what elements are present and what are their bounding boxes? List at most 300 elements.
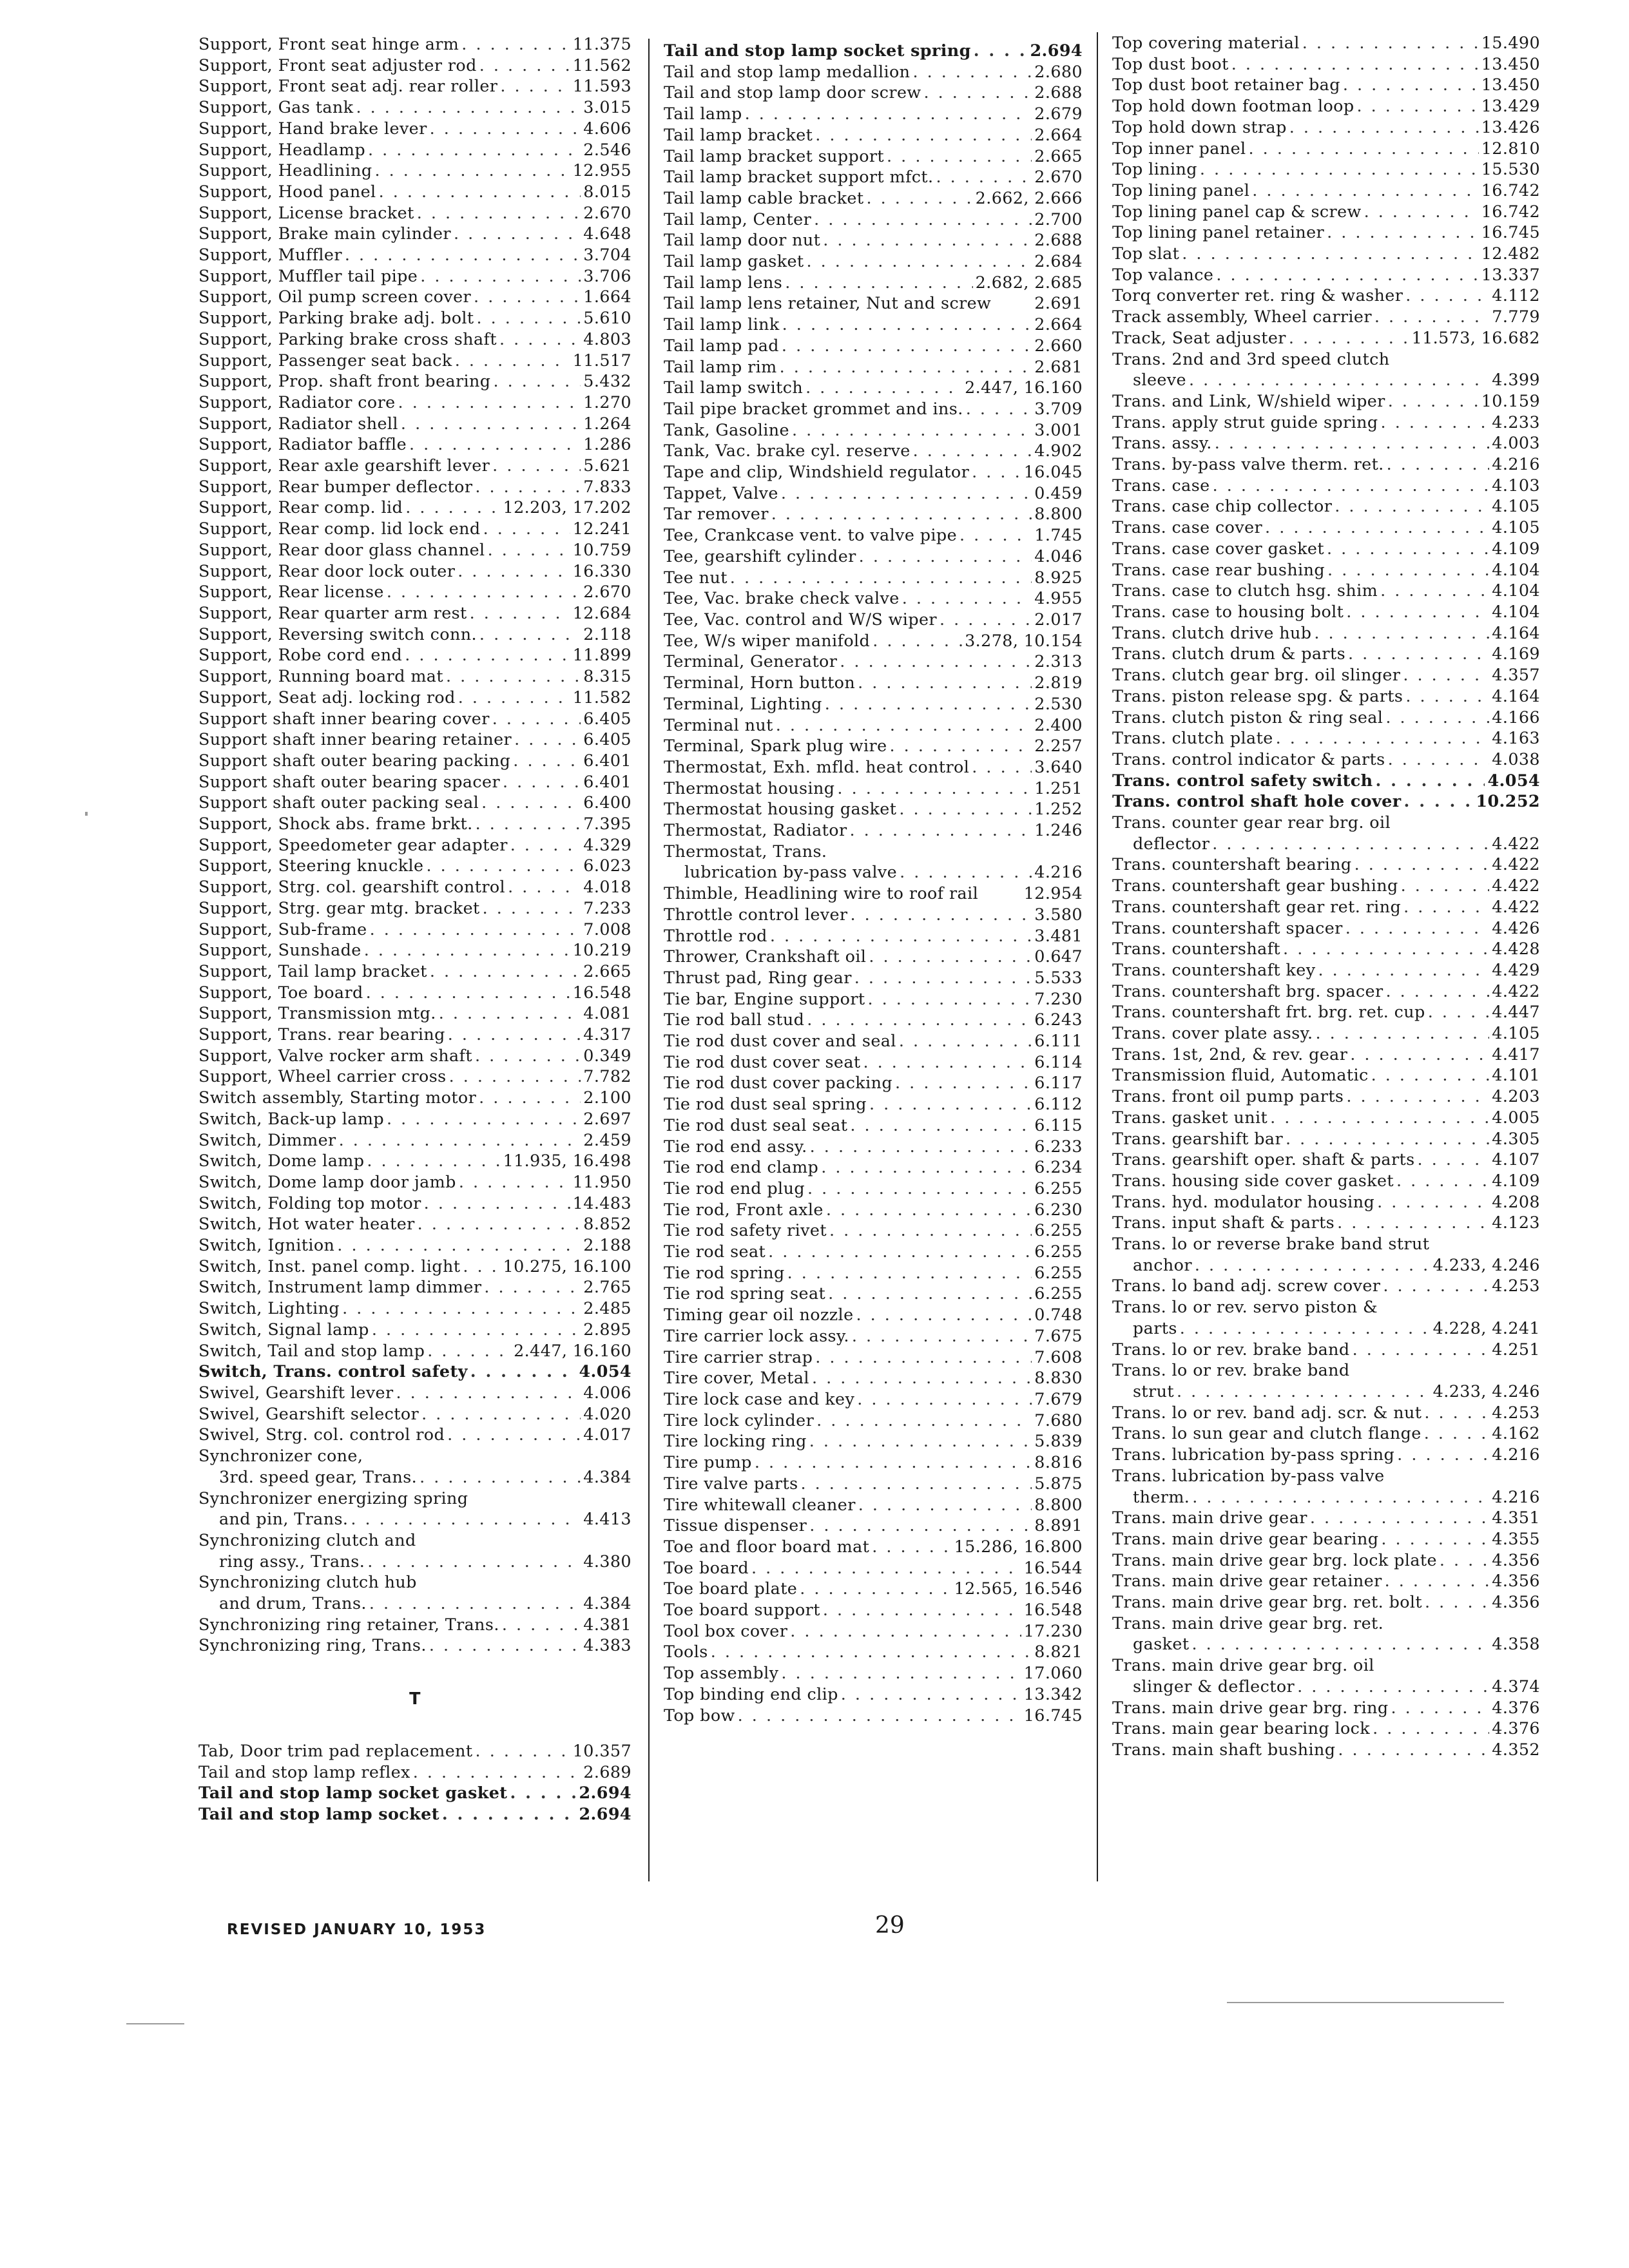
dot-leader (1314, 622, 1489, 644)
dot-leader (1231, 53, 1479, 75)
entry-name: Support, Headlamp (198, 139, 365, 159)
dot-leader (895, 1072, 1032, 1093)
index-entry (198, 1319, 631, 1340)
entry-reference: 4.356 (1492, 1550, 1540, 1570)
dot-leader (479, 624, 581, 645)
dot-leader (454, 223, 581, 244)
dot-leader (1327, 559, 1489, 581)
index-entry (664, 861, 1083, 883)
index-entry (664, 40, 1083, 61)
index-entry (1112, 285, 1540, 306)
entry-name: Thermostat housing gasket (664, 799, 897, 819)
index-entry (198, 1024, 631, 1045)
entry-reference: 3.706 (583, 265, 631, 285)
entry-reference: 4.162 (1492, 1423, 1540, 1443)
index-entry (198, 244, 631, 265)
dot-leader (1177, 1381, 1431, 1402)
index-entry (664, 756, 1083, 778)
entry-name: Top valance (1112, 264, 1214, 284)
index-entry (664, 1599, 1083, 1620)
entry-reference: 4.253 (1492, 1276, 1540, 1296)
entry-reference: 2.694 (1030, 41, 1083, 60)
entry-reference: 13.337 (1481, 264, 1540, 284)
entry-name: and pin, Trans. (219, 1509, 349, 1529)
entry-reference: 2.670 (1034, 167, 1083, 187)
dot-leader (1405, 686, 1489, 707)
entry-reference: 6.023 (583, 856, 631, 876)
index-entry (198, 307, 631, 329)
entry-name: Support, Rear door glass channel (198, 539, 485, 559)
entry-reference: 4.107 (1492, 1149, 1540, 1169)
entry-name: Trans. by-pass valve therm. ret. (1112, 454, 1384, 474)
entry-name: Tail lamp gasket (664, 251, 804, 271)
entry-reference: 7.008 (583, 919, 631, 939)
index-entry (198, 939, 631, 961)
index-entry (1112, 53, 1540, 75)
entry-reference: 6.255 (1034, 1262, 1083, 1282)
entry-reference: 2.447, 16.160 (514, 1340, 631, 1360)
index-entry (664, 1199, 1083, 1220)
index-entry (198, 1508, 631, 1530)
dot-leader (900, 861, 1032, 883)
dot-leader (872, 630, 962, 651)
dot-leader (364, 939, 570, 961)
index-entry (664, 187, 1083, 209)
entry-name: parts (1133, 1318, 1177, 1338)
index-entry (664, 883, 1083, 904)
index-entry (1112, 1486, 1540, 1508)
entry-name: Swivel, Gearshift selector (198, 1403, 419, 1423)
entry-reference: 15.286, 16.800 (954, 1536, 1083, 1556)
dot-leader (770, 925, 1032, 947)
index-entry (1112, 1528, 1540, 1550)
index-entry (198, 644, 631, 666)
entry-name: Terminal, Generator (664, 651, 838, 671)
entry-name: Trans. and Link, W/shield wiper (1112, 390, 1385, 410)
dot-leader (447, 1424, 581, 1445)
entry-reference: 0.349 (583, 1045, 631, 1065)
entry-reference: 12.203, 17.202 (503, 497, 631, 517)
index-entry (1112, 1570, 1540, 1591)
dot-leader (840, 651, 1032, 672)
entry-name: Trans. housing side cover gasket (1112, 1170, 1394, 1190)
index-entry (1112, 854, 1540, 875)
entry-name: Support, Robe cord end (198, 645, 403, 665)
entry-name: Switch, Lighting (198, 1298, 340, 1318)
dot-leader (449, 1066, 581, 1087)
dot-leader (510, 834, 581, 856)
index-entry (664, 1430, 1083, 1452)
entry-reference: 3.481 (1034, 925, 1083, 945)
dot-leader (499, 329, 581, 350)
entry-name: Support, Toe board (198, 982, 363, 1002)
entry-name: Trans. main shaft bushing (1112, 1739, 1336, 1759)
entry-name: Support, Radiator core (198, 392, 396, 412)
index-entry-heading: Trans. counter gear rear brg. oil (1112, 812, 1391, 832)
entry-name: sleeve (1133, 370, 1186, 390)
entry-reference: 4.422 (1492, 876, 1540, 896)
entry-reference: 4.356 (1492, 1571, 1540, 1591)
entry-name: Tie rod seat (664, 1242, 766, 1262)
index-entry (664, 546, 1083, 567)
dot-leader (426, 855, 581, 876)
index-entry (664, 988, 1083, 1010)
index-entry (1112, 432, 1540, 454)
index-entry (198, 181, 631, 202)
entry-name: Trans. case (1112, 475, 1210, 495)
entry-name: Top dust boot (1112, 53, 1229, 73)
dot-leader (1354, 854, 1490, 875)
entry-reference: 12.684 (572, 602, 631, 622)
entry-name: anchor (1133, 1254, 1192, 1274)
entry-name: Tar remover (664, 504, 769, 524)
index-entry (664, 61, 1083, 82)
index-entry (664, 1178, 1083, 1199)
entry-reference: 6.400 (583, 793, 631, 812)
entry-name: therm. (1133, 1486, 1190, 1506)
dot-leader (1337, 1212, 1489, 1233)
index-entry (664, 103, 1083, 124)
entry-reference: 8.891 (1034, 1515, 1083, 1535)
entry-reference: 6.111 (1034, 1031, 1083, 1051)
entry-name: Trans. main drive gear retainer (1112, 1571, 1382, 1591)
dot-leader (446, 666, 581, 687)
entry-reference: 3.580 (1034, 904, 1083, 924)
index-column-3 (1112, 32, 1540, 1760)
index-entry (198, 1087, 631, 1108)
entry-name: Trans. case cover (1112, 517, 1263, 537)
dot-leader (800, 1578, 951, 1599)
entry-reference: 6.234 (1034, 1157, 1083, 1177)
index-entry (1112, 707, 1540, 728)
entry-name: Tire cover, Metal (664, 1368, 809, 1388)
entry-reference: 2.118 (583, 624, 631, 644)
entry-name: Tie bar, Engine support (664, 988, 865, 1008)
entry-name: gasket (1133, 1634, 1190, 1654)
index-entry (1112, 1023, 1540, 1044)
entry-name: Swivel, Strg. col. control rod (198, 1425, 445, 1445)
index-entry-heading: Trans. lo or rev. servo piston & (1112, 1297, 1378, 1317)
index-entry (664, 1641, 1083, 1662)
dot-leader (1350, 1044, 1489, 1065)
dot-leader (461, 34, 570, 55)
entry-reference: 6.233 (1034, 1136, 1083, 1156)
dot-leader (887, 146, 1032, 167)
entry-name: Trans. lo band adj. screw cover (1112, 1276, 1381, 1296)
index-entry (1112, 1402, 1540, 1423)
entry-name: Tools (664, 1642, 708, 1662)
index-entry (198, 1803, 631, 1825)
entry-reference: 10.219 (572, 940, 631, 960)
entry-name: Trans. case to housing bolt (1112, 601, 1344, 621)
entry-name: Trans. main drive gear bearing (1112, 1528, 1379, 1548)
dot-leader (430, 961, 581, 982)
index-entry (198, 1171, 631, 1193)
dot-leader (370, 919, 581, 940)
dot-leader (801, 1473, 1032, 1494)
entry-reference: 1.251 (1034, 778, 1083, 798)
entry-reference: 4.422 (1492, 833, 1540, 853)
dot-leader (972, 756, 1032, 778)
entry-name: Trans. countershaft gear bushing (1112, 876, 1398, 896)
entry-name: Trans. lo or rev. band adj. scr. & nut (1112, 1402, 1422, 1422)
entry-reference: 4.351 (1492, 1508, 1540, 1528)
index-entry-heading: Synchronizing clutch and (198, 1530, 416, 1550)
index-entry (1112, 138, 1540, 159)
page-number: 29 (875, 1912, 905, 1939)
dot-leader (356, 97, 581, 118)
entry-reference: 6.255 (1034, 1220, 1083, 1240)
entry-reference: 4.105 (1492, 517, 1540, 537)
column-divider-2 (1097, 32, 1098, 1881)
scan-mark (85, 812, 88, 816)
dot-leader (787, 1262, 1032, 1283)
entry-reference: 6.230 (1034, 1199, 1083, 1219)
index-entry (1112, 222, 1540, 243)
entry-reference: 16.548 (1023, 1600, 1083, 1620)
entry-reference: 12.955 (572, 160, 631, 180)
index-entry (1112, 727, 1540, 749)
entry-name: Trans. main gear bearing lock (1112, 1718, 1371, 1738)
dot-leader (458, 561, 570, 582)
index-entry (664, 1620, 1083, 1642)
dot-leader (463, 1256, 500, 1277)
dot-leader (826, 1199, 1032, 1220)
dot-leader (1283, 938, 1489, 959)
dot-leader (368, 139, 581, 160)
dot-leader (1215, 432, 1490, 454)
entry-name: Support, Rear comp. lid lock end (198, 519, 481, 539)
entry-reference: 13.426 (1481, 117, 1540, 137)
entry-reference: 4.005 (1492, 1107, 1540, 1127)
dot-leader (413, 1762, 581, 1783)
index-entry (198, 139, 631, 160)
entry-name: Trans. piston release spg. & parts (1112, 686, 1403, 706)
entry-name: Trans. countershaft bearing (1112, 854, 1352, 874)
entry-reference: 7.679 (1034, 1389, 1083, 1408)
dot-leader (1315, 1023, 1489, 1044)
entry-reference: 11.899 (572, 645, 631, 665)
dot-leader (1318, 959, 1489, 981)
dot-leader (508, 876, 581, 898)
index-entry (1112, 875, 1540, 896)
dot-leader (430, 118, 581, 139)
entry-name: Tire valve parts (664, 1473, 798, 1493)
entry-reference: 2.694 (579, 1803, 631, 1823)
entry-reference: 5.533 (1034, 967, 1083, 987)
entry-name: Trans. clutch gear brg. oil slinger (1112, 665, 1401, 685)
entry-name: Trans. gasket unit (1112, 1107, 1268, 1127)
entry-reference: 4.606 (583, 118, 631, 138)
dot-leader (1391, 1697, 1490, 1718)
entry-reference: 4.169 (1492, 644, 1540, 664)
entry-name: Tail and stop lamp medallion (664, 61, 911, 81)
dot-leader (857, 1389, 1032, 1410)
entry-name: Tail lamp rim (664, 356, 777, 376)
index-entry (198, 118, 631, 139)
entry-reference: 4.355 (1492, 1528, 1540, 1548)
entry-reference: 7.608 (1034, 1347, 1083, 1367)
entry-name: Tie rod end plug (664, 1178, 805, 1198)
entry-name: Timing gear oil nozzle (664, 1305, 854, 1325)
entry-name: Trans. gearshift oper. shaft & parts (1112, 1149, 1415, 1169)
index-entry (198, 286, 631, 307)
entry-name: Tire carrier lock assy. (664, 1325, 849, 1345)
index-entry (198, 223, 631, 244)
index-entry (1112, 159, 1540, 180)
entry-reference: 8.925 (1034, 567, 1083, 587)
entry-reference: 6.405 (583, 729, 631, 749)
dot-leader (1418, 1149, 1490, 1170)
entry-reference: 3.709 (1034, 398, 1083, 418)
entry-reference: 16.330 (572, 561, 631, 581)
entry-reference: 4.104 (1492, 581, 1540, 601)
entry-name: Switch, Folding top motor (198, 1193, 421, 1213)
index-entry (1112, 1444, 1540, 1465)
index-entry (1112, 412, 1540, 433)
index-entry (198, 455, 631, 476)
dot-leader (823, 1599, 1021, 1620)
dot-leader (1357, 95, 1479, 117)
entry-reference: 6.255 (1034, 1178, 1083, 1198)
dot-leader (745, 103, 1032, 124)
entry-name: Support, Trans. rear bearing (198, 1024, 445, 1044)
entry-reference: 4.105 (1492, 1023, 1540, 1043)
entry-name: Tail pipe bracket grommet and ins. (664, 398, 963, 418)
index-entry (1112, 74, 1540, 95)
entry-name: Tail lamp door nut (664, 230, 821, 250)
index-entry (664, 293, 1083, 314)
index-entry (1112, 833, 1540, 854)
entry-reference: 8.800 (1034, 504, 1083, 524)
entry-name: Tissue dispenser (664, 1515, 807, 1535)
dot-leader (1310, 1507, 1489, 1528)
entry-name: Switch, Signal lamp (198, 1319, 369, 1339)
index-entry (198, 729, 631, 750)
entry-name: lubrication by-pass valve (684, 862, 898, 882)
entry-reference: 4.003 (1492, 433, 1540, 453)
index-entry (198, 1740, 631, 1762)
index-entry (664, 1072, 1083, 1093)
entry-reference: 4.233, 4.246 (1432, 1381, 1540, 1401)
index-entry (1112, 580, 1540, 601)
entry-reference: 2.660 (1034, 335, 1083, 355)
entry-name: Top hold down footman loop (1112, 96, 1354, 116)
index-entry (1112, 32, 1540, 53)
entry-name: Switch, Hot water heater (198, 1214, 415, 1234)
index-entry (1112, 770, 1540, 791)
index-entry (1112, 1381, 1540, 1402)
dot-leader (418, 1213, 581, 1235)
entry-name: Tool box cover (664, 1620, 788, 1640)
dot-leader (429, 1635, 581, 1656)
entry-name: Trans. hyd. modulator housing (1112, 1191, 1375, 1211)
index-entry (664, 1283, 1083, 1304)
entry-reference: 2.694 (579, 1783, 631, 1803)
dot-leader (858, 1494, 1032, 1515)
index-entry (664, 124, 1083, 146)
entry-name: Trans. control indicator & parts (1112, 749, 1385, 769)
dot-leader (1212, 833, 1489, 854)
dot-leader (790, 1620, 1021, 1642)
entry-name: Trans. 1st, 2nd, & rev. gear (1112, 1044, 1348, 1064)
entry-name: Trans. input shaft & parts (1112, 1213, 1335, 1233)
index-entry (1112, 1507, 1540, 1528)
dot-leader (1180, 1318, 1431, 1339)
entry-name: Track assembly, Wheel carrier (1112, 307, 1372, 327)
entry-reference: 0.459 (1034, 483, 1083, 503)
entry-name: Tire locking ring (664, 1431, 807, 1451)
dot-leader (782, 335, 1032, 356)
dot-leader (899, 798, 1032, 820)
entry-name: Top lining panel retainer (1112, 222, 1325, 242)
entry-name: Top bow (664, 1705, 735, 1725)
entry-name: Terminal, Lighting (664, 693, 822, 713)
dot-leader (966, 398, 1032, 419)
index-entry (1112, 1423, 1540, 1444)
entry-name: Tee, W/s wiper manifold (664, 630, 871, 650)
dot-leader (475, 476, 581, 497)
entry-name: Switch, Inst. panel comp. light (198, 1256, 461, 1276)
dot-leader (924, 82, 1032, 103)
entry-reference: 3.278, 10.154 (965, 630, 1083, 650)
entry-reference: 4.253 (1492, 1402, 1540, 1422)
entry-reference: 4.054 (1487, 770, 1540, 790)
entry-reference: 5.621 (583, 456, 631, 476)
index-entry (664, 946, 1083, 967)
entry-name: Trans. main drive gear (1112, 1508, 1307, 1528)
entry-reference: 4.228, 4.241 (1432, 1318, 1540, 1338)
index-entry (664, 820, 1083, 841)
dot-leader (1386, 981, 1490, 1002)
index-entry (198, 919, 631, 940)
index-entry (1112, 243, 1540, 264)
dot-leader (1346, 601, 1489, 622)
entry-reference: 4.101 (1492, 1065, 1540, 1085)
entry-reference: 11.517 (572, 350, 631, 370)
entry-reference: 5.839 (1034, 1431, 1083, 1451)
entry-reference: 2.546 (583, 139, 631, 159)
entry-reference: 5.875 (1034, 1473, 1083, 1493)
entry-reference: 4.374 (1492, 1676, 1540, 1696)
entry-reference: 11.375 (572, 34, 631, 53)
entry-reference: 10.357 (572, 1740, 631, 1760)
entry-reference: 10.252 (1476, 791, 1540, 811)
dot-leader (1371, 1064, 1490, 1086)
dot-leader (781, 483, 1032, 504)
dot-leader (780, 356, 1032, 378)
entry-reference: 4.803 (583, 329, 631, 349)
dot-leader (913, 440, 1032, 461)
index-entry (198, 1066, 631, 1087)
entry-name: Toe board support (664, 1600, 820, 1620)
entry-reference: 2.664 (1034, 124, 1083, 144)
entry-reference: 1.664 (583, 287, 631, 307)
entry-name: Support, Strg. col. gearshift control (198, 877, 506, 897)
dot-leader (751, 1557, 1021, 1579)
index-entry (1112, 264, 1540, 285)
entry-reference: 4.329 (583, 834, 631, 854)
entry-name: Top slat (1112, 244, 1180, 264)
index-entry (664, 356, 1083, 378)
dot-leader (387, 581, 581, 602)
dot-leader (1191, 1633, 1489, 1655)
entry-name: Top lining panel (1112, 180, 1250, 200)
index-entry (664, 419, 1083, 441)
entry-reference: 14.483 (572, 1193, 631, 1213)
index-entry (1112, 1107, 1540, 1128)
dot-leader (1396, 1170, 1489, 1191)
